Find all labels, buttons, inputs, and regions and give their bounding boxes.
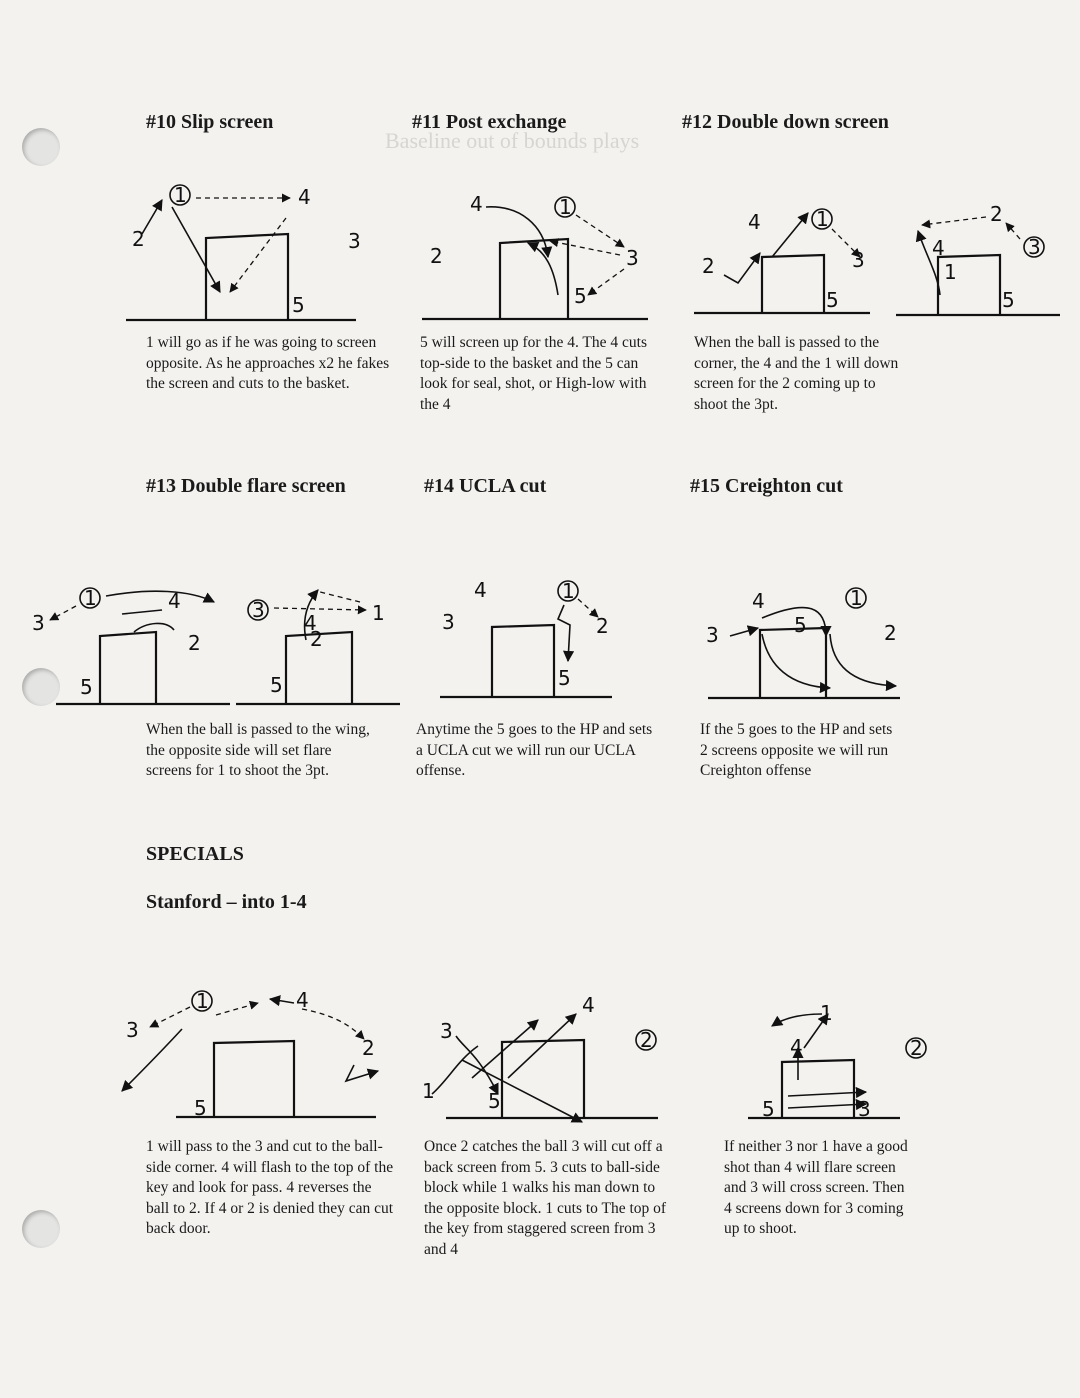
play-12-title: #12 Double down screen [682,111,889,133]
binder-hole-top [22,128,60,166]
svg-text:4: 4 [470,192,483,216]
svg-text:1: 1 [174,183,187,207]
svg-text:4: 4 [298,185,311,209]
svg-text:1: 1 [820,1001,833,1025]
svg-text:2: 2 [362,1036,375,1060]
bleed-through-heading: Baseline out of bounds plays [385,128,640,153]
play-15-title: #15 Creighton cut [690,475,843,497]
binder-hole-bottom [22,1210,60,1248]
svg-text:1: 1 [196,989,209,1013]
play-12-diagram [690,195,1060,325]
play-15-diagram [700,578,910,703]
svg-text:2: 2 [990,202,1003,226]
play-13-description: When the ball is passed to the wing, the opposite side will set flare screens for 1 to shoot the 3pt. [146,721,370,779]
svg-text:2: 2 [596,614,609,638]
svg-text:2: 2 [884,621,897,645]
play-10-description: 1 will go as if he was going to screen opposite. As he approaches x2 he fakes the screen and cuts to the basket. [146,334,390,392]
svg-text:1: 1 [816,207,829,231]
svg-text:5: 5 [488,1089,501,1113]
svg-text:1: 1 [559,195,572,219]
svg-text:5: 5 [292,293,305,317]
play-13-title: #13 Double flare screen [146,475,346,497]
svg-text:3: 3 [32,611,45,635]
svg-text:5: 5 [558,666,571,690]
svg-text:4: 4 [748,210,761,234]
play-14-diagram [430,575,630,705]
svg-text:5: 5 [80,675,93,699]
stanford-step-2-description: Once 2 catches the ball 3 will cut off a back screen from 5. 3 cuts to ball-side block while 1 walks his man down to the opposite block. 1 cuts to The top of the key from staggered screen from 3 and 4 [424,1138,667,1258]
svg-text:3: 3 [440,1019,453,1043]
specials-play-title: Stanford – into 1-4 [146,891,307,913]
svg-text:1: 1 [944,260,957,284]
svg-text:2: 2 [430,244,443,268]
svg-text:3: 3 [706,623,719,647]
svg-text:3: 3 [252,598,265,622]
svg-text:3: 3 [126,1018,139,1042]
play-10-title: #10 Slip screen [146,111,274,133]
play-14-title: #14 UCLA cut [424,475,547,497]
svg-text:1: 1 [562,579,575,603]
stanford-step-3-description: If neither 3 nor 1 have a good shot than 4 will flare screen and 3 will cross screen. Then 4 screens down for 3 coming up to shoot. [724,1138,908,1237]
play-11-title: #11 Post exchange [412,111,567,133]
svg-text:1: 1 [84,586,97,610]
svg-text:2: 2 [132,227,145,251]
specials-heading: SPECIALS [146,843,244,865]
svg-text:4: 4 [168,589,181,613]
svg-text:3: 3 [858,1097,871,1121]
stanford-step-2-diagram [418,990,668,1125]
svg-text:5: 5 [574,284,587,308]
play-11-description: 5 will screen up for the 4. The 4 cuts top-side to the basket and the 5 can look for seal, shot, or High-low with the 4 [420,334,647,413]
svg-text:4: 4 [932,236,945,260]
svg-text:2: 2 [910,1036,923,1060]
svg-text:3: 3 [1028,235,1041,259]
svg-text:4: 4 [296,988,309,1012]
svg-text:5: 5 [270,673,283,697]
play-13-diagram [30,580,415,710]
play-10-diagram [120,170,390,330]
svg-text:3: 3 [348,229,361,253]
svg-text:4: 4 [790,1035,803,1059]
svg-text:2: 2 [310,627,323,651]
svg-text:3: 3 [852,248,865,272]
svg-text:5: 5 [194,1096,207,1120]
svg-text:4: 4 [752,589,765,613]
svg-text:5: 5 [762,1097,775,1121]
svg-text:1: 1 [850,586,863,610]
svg-text:1: 1 [422,1079,435,1103]
play-11-diagram [420,185,660,330]
svg-text:2: 2 [702,254,715,278]
svg-text:5: 5 [794,613,807,637]
svg-text:1: 1 [372,601,385,625]
svg-text:4: 4 [304,611,317,635]
svg-text:3: 3 [442,610,455,634]
stanford-step-1-diagram [118,985,408,1125]
play-15-description: If the 5 goes to the HP and sets 2 screens opposite we will run Creighton offense [700,721,893,779]
svg-text:4: 4 [474,578,487,602]
stanford-step-1-description: 1 will pass to the 3 and cut to the ball-side corner. 4 will flash to the top of the key and look for pass. 4 reverses the ball to 2. If 4 or 2 is denied they can cut back door. [146,1138,394,1237]
svg-text:3: 3 [626,246,639,270]
play-12-description: When the ball is passed to the corner, the 4 and the 1 will down screen for the 2 coming up to shoot the 3pt. [694,334,899,413]
play-14-description: Anytime the 5 goes to the HP and sets a UCLA cut we will run our UCLA offense. [416,721,653,779]
svg-text:5: 5 [1002,288,1015,312]
svg-text:2: 2 [188,631,201,655]
svg-text:4: 4 [582,993,595,1017]
stanford-step-3-diagram [740,1000,940,1125]
svg-text:2: 2 [640,1028,653,1052]
svg-text:5: 5 [826,288,839,312]
